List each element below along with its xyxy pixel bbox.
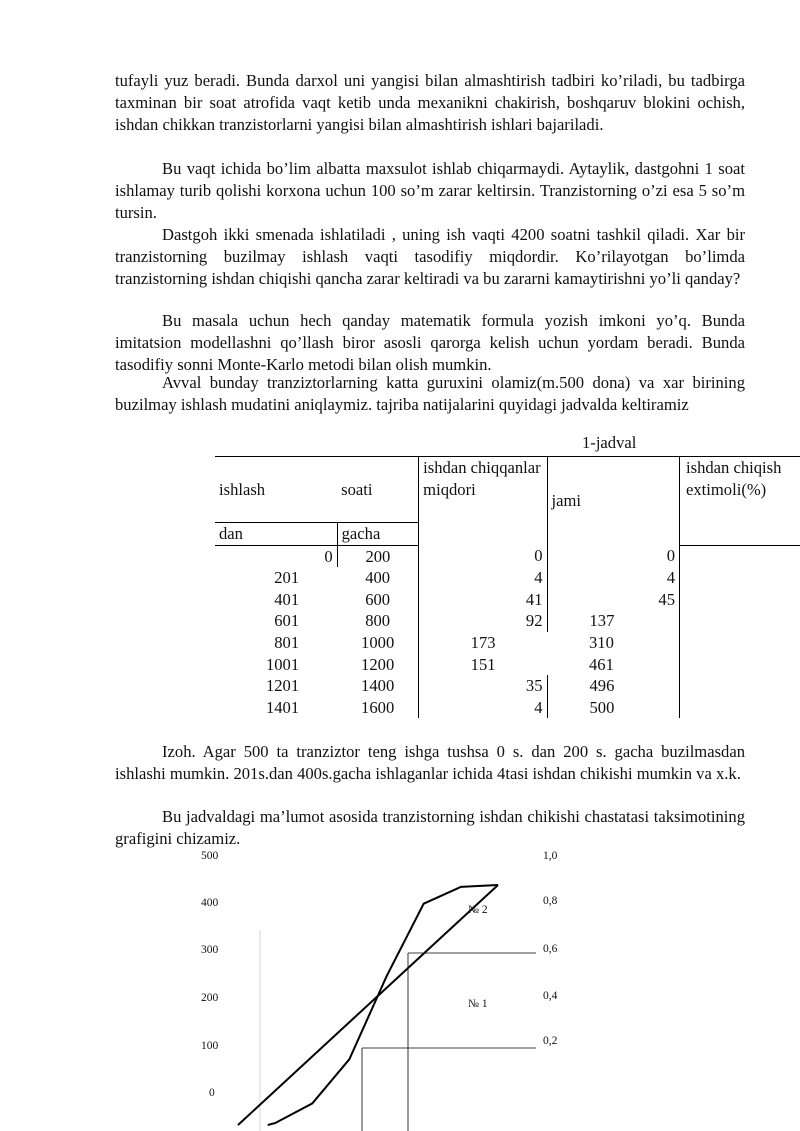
cell-dan: 0 — [215, 545, 337, 567]
cell-ehtimol — [680, 589, 800, 611]
cell-miqdor: 173 — [470, 632, 496, 652]
table-row — [215, 697, 800, 719]
cell-jami: 310 — [547, 632, 680, 654]
table-row — [215, 610, 800, 632]
cell-dan: 201 — [274, 568, 300, 588]
right-tick-0-4: 0,4 — [543, 990, 558, 1002]
table-row — [215, 567, 800, 589]
subheader-dan: dan — [215, 523, 337, 546]
left-tick-300: 300 — [201, 944, 219, 956]
cell-jami: 137 — [547, 610, 680, 632]
cell-jami: 496 — [547, 675, 680, 697]
cell-dan: 601 — [274, 611, 300, 631]
paragraph-6: Izoh. Agar 500 ta tranziztor teng ishga tushsa 0 s. dan 200 s. gacha buzilmasdan ishlashi mumkin. 201s.dan 400s.gacha ishlaganlar ichida 4tasi ishdan chikishi mumkin va x.k. — [115, 742, 745, 783]
header-ishlash: ishlash — [215, 457, 337, 523]
distribution-chart — [0, 840, 800, 1131]
paragraph-3: Dastgoh ikki smenada ishlatiladi , uning ish vaqti 4200 soatni tashkil qiladi. Xar bir tranzistorning buzilmay ishlash vaqti tasodifiy miqdordir. Ko’rilayotgan bo’limda tranzistorning ishdan chiqishi qancha zarar keltiradi va bu zararni kamaytirishni yo’li qanday? — [115, 225, 745, 288]
header-soati: soati — [337, 457, 419, 523]
right-tick-0-2: 0,2 — [543, 1035, 558, 1047]
table-caption: 1-jadval — [582, 433, 637, 452]
cell-miqdor: 4 — [419, 697, 547, 719]
table-row — [215, 675, 800, 697]
paragraph-2: Bu vaqt ichida bo’lim albatta maxsulot ishlab chiqarmaydi. Aytaylik, dastgohni 1 soat ishlamay turib qolishi korxona uchun 100 so’m zarar keltirsin. Tranzistorning o’zi esa 5 so’m tursin. — [115, 159, 745, 222]
cell-gacha: 200 — [337, 545, 419, 567]
cell-gacha: 400 — [337, 567, 419, 589]
cell-dan: 401 — [274, 589, 300, 609]
table-row — [215, 632, 800, 654]
paragraph-1: tufayli yuz beradi. Bunda darxol uni yangisi bilan almashtirish tadbiri ko’riladi, bu tadbirga taxminan bir soat atrofida vaqt ketib unda mexanikni chakirish, boshqaruv blokini ochish, ishdan chikkan tranzistorlarni yangisi bilan almashtirish ishlari bajariladi. — [115, 71, 745, 134]
cell-ehtimol — [680, 654, 800, 676]
cell-gacha: 800 — [337, 610, 419, 632]
cell-jami: 461 — [547, 654, 680, 676]
data-table — [215, 456, 800, 718]
right-tick-1-0: 1,0 — [543, 850, 558, 862]
header-ishdan: ishdan chiqqanlar miqdori — [419, 457, 547, 546]
cell-ehtimol — [680, 675, 800, 697]
cell-miqdor: 41 — [419, 589, 547, 611]
table-row — [215, 545, 800, 567]
paragraph-7: Bu jadvaldagi ma’lumot asosida tranzistorning ishdan chikishi chastatasi taksimotining grafigini chizamiz. — [115, 807, 745, 848]
table-row — [215, 589, 800, 611]
cell-miqdor: 0 — [419, 545, 547, 567]
cell-dan: 1201 — [265, 676, 300, 696]
cell-dan: 1401 — [265, 697, 300, 717]
paragraph-5: Avval bunday tranziztorlarning katta guruxini olamiz(m.500 dona) va xar birining buzilmay ishlash mudatini aniqlaymiz. tajriba natijalarini quyidagi jadvalda keltiramiz — [115, 373, 745, 414]
right-tick-0-8: 0,8 — [543, 895, 558, 907]
header-ehtimol: ishdan chiqish extimoli(%) — [680, 457, 800, 546]
cell-miqdor: 92 — [419, 610, 547, 632]
series-2-line — [238, 885, 498, 1125]
header-jami: jami — [547, 457, 680, 546]
right-tick-0-6: 0,6 — [543, 943, 558, 955]
series-2-label: № 2 — [468, 904, 488, 916]
series-1-line — [268, 885, 498, 1125]
cell-miqdor: 151 — [470, 654, 496, 674]
cell-jami: 4 — [547, 567, 680, 589]
paragraph-4: Bu masala uchun hech qanday matematik formula yozish imkoni yo’q. Bunda imitatsion modellashni qo’llash biror asosli qarorga kelish uchun yordam beradi. Bunda tasodifiy sonni Monte-Karlo metodi bilan olish mumkin. — [115, 311, 745, 374]
cell-gacha: 1000 — [337, 632, 419, 654]
cell-gacha: 600 — [337, 589, 419, 611]
left-tick-500: 500 — [201, 850, 219, 862]
cell-dan: 1001 — [265, 654, 300, 674]
cell-gacha: 1600 — [337, 697, 419, 719]
cell-ehtimol — [680, 610, 800, 632]
cell-ehtimol — [680, 697, 800, 719]
cell-miqdor: 35 — [419, 675, 547, 697]
cell-jami: 0 — [547, 545, 680, 567]
cell-miqdor: 4 — [419, 567, 547, 589]
cell-dan: 801 — [274, 632, 300, 652]
cell-gacha: 1400 — [337, 675, 419, 697]
left-tick-0: 0 — [209, 1087, 215, 1099]
cell-ehtimol — [680, 545, 800, 567]
cell-jami: 45 — [547, 589, 680, 611]
cell-gacha: 1200 — [337, 654, 419, 676]
left-tick-200: 200 — [201, 992, 219, 1004]
cell-ehtimol — [680, 632, 800, 654]
series-1-label: № 1 — [468, 998, 488, 1010]
left-tick-100: 100 — [201, 1040, 219, 1052]
cell-jami: 500 — [547, 697, 680, 719]
left-tick-400: 400 — [201, 897, 219, 909]
chart-gridlines — [260, 930, 536, 1131]
table-row — [215, 654, 800, 676]
cell-ehtimol — [680, 567, 800, 589]
subheader-gacha: gacha — [337, 523, 419, 546]
